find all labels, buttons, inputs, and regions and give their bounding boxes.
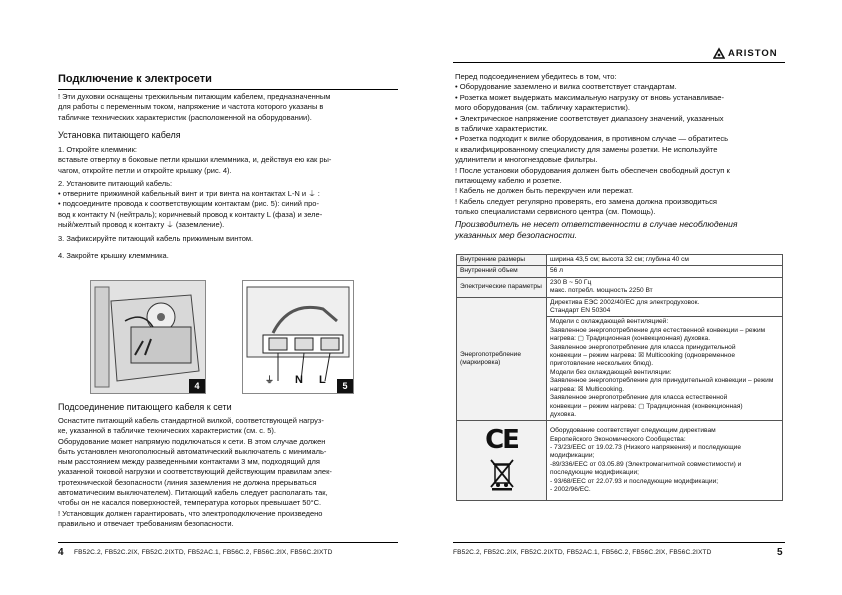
value-line: модификации;: [550, 452, 595, 460]
figure-5-wiring: [242, 280, 354, 394]
row-label: Внутренний объем: [457, 266, 547, 277]
check-line: мого оборудования (см. табличку характеристик).: [455, 103, 631, 113]
row-value: ширина 43,5 см; высота 32 см; глубина 40 см: [547, 255, 783, 266]
step-line: вставьте отвертку в боковые петли крышки клеммника, и, действуя ею как ры-: [58, 155, 332, 165]
figure-number: 4: [189, 379, 205, 393]
table-row: [457, 266, 783, 277]
row-value: [547, 421, 783, 501]
value-line: Директива ЕЭС 2002/40/ЕС для электродуховок.: [550, 298, 700, 306]
safety-checks: [455, 72, 785, 241]
row-value: [547, 317, 783, 421]
value-line: Заявленное энергопотребление для класса естественной: [550, 394, 728, 402]
intro-text: [58, 92, 398, 123]
check-line: • Электрическое напряжение соответствует диапазону значений, указанных: [455, 113, 724, 123]
row-value: [547, 277, 783, 297]
step-line: 4. Закройте крышку клеммника.: [58, 250, 169, 260]
text-line: указанной токовой нагрузки и соответствующий действующим правилам элек-: [58, 467, 332, 477]
section-heading-cable: Установка питающего кабеля: [58, 130, 181, 140]
value-line: 230 В ~ 50 Гц: [550, 278, 592, 286]
value-line: приготовление нескольких блюд).: [550, 360, 654, 368]
check-line: • Оборудование заземлено и вилка соответствует стандартам.: [455, 82, 677, 92]
text-line: ! Установщик должен гарантировать, что электроподключение произведено: [58, 508, 323, 518]
terminal-box-illustration: [91, 281, 205, 393]
neutral-terminal-label: N: [295, 374, 303, 386]
row-label: Электрические параметры: [457, 277, 547, 297]
brand-name: ARISTON: [728, 47, 778, 59]
liability-line: Производитель не несет ответственности в случае несоблюдения: [455, 218, 738, 229]
value-line: нагрева: ▢ Традиционная (конвекционная) духовка.: [550, 335, 711, 343]
footer-divider: [58, 542, 398, 543]
value-line: духовка.: [550, 410, 577, 418]
text-line: быть установлен многополюсный автоматический выключатель с минималь-: [58, 446, 327, 456]
figure-4-terminal-box: [90, 280, 206, 394]
step-line: • отверните прижимной кабельный винт и три винта на контактах L-N и ⏚ :: [58, 189, 320, 199]
step-line: чагом, откройте петли и откройте крышку (рис. 4).: [58, 165, 232, 175]
check-line: питающему кабелю и розетке.: [455, 176, 562, 186]
value-line: конвекции – режим нагрева: ▢ Традиционная (конвекционная): [550, 402, 743, 410]
row-label: Энергопотребление (маркировка): [457, 297, 547, 421]
value-line: нагрева: ☒ Multicooking.: [550, 385, 625, 393]
table-row: [457, 255, 783, 266]
install-steps: [58, 145, 398, 261]
technical-spec-table: [456, 254, 783, 501]
check-line: • Розетка подходит к вилке оборудования, в противном случае — обратитесь: [455, 134, 729, 144]
row-label: Внутренние размеры: [457, 255, 547, 266]
text-line: автоматическим выключателем). Питающий кабель следует располагать так,: [58, 488, 328, 498]
check-line: ! Кабель следует регулярно проверять, его замена должна производиться: [455, 196, 718, 206]
value-line: Заявленное энергопотребление для естественной конвекции – режим: [550, 326, 766, 334]
check-line: в табличке характеристик.: [455, 124, 548, 134]
footer-divider: [453, 542, 785, 543]
value-line: макс. потребл. мощность 2250 Вт: [550, 287, 653, 295]
title-divider: [58, 89, 398, 90]
text-line: тротехнической безопасности (линия заземления не должна прерываться: [58, 477, 317, 487]
value-line: -89/336/ЕЕС от 03.05.89 (Электромагнитной совместимости) и: [550, 460, 742, 468]
value-line: Заявленное энергопотребление для класса принудительной: [550, 343, 736, 351]
model-list: FB52C.2, FB52C.2IX, FB52C.2IXTD, FB52AC.1, FB56C.2, FB56C.2IX, FB56C.2IXTD: [74, 549, 333, 556]
value-line: - 73/23/ЕЕС от 19.02.73 (Низкого напряжения) и последующие: [550, 444, 741, 451]
figure-number: 5: [337, 379, 353, 393]
model-list: FB52C.2, FB52C.2IX, FB52C.2IXTD, FB52AC.1, FB56C.2, FB56C.2IX, FB56C.2IXTD: [453, 549, 712, 556]
check-line: ! После установки оборудования должен быть обеспечен свободный доступ к: [455, 165, 730, 175]
value-line: конвекции – режим нагрева: ☒ Multicooking (одновременное: [550, 352, 736, 360]
section-heading-network: Подсоединение питающего кабеля к сети: [58, 402, 232, 412]
certification-marks: [457, 421, 547, 501]
page-number: 4: [58, 547, 64, 558]
ariston-house-icon: [713, 47, 725, 59]
value-line: - 93/68/ЕЕС от 22.07.93 и последующие модификации;: [550, 477, 719, 485]
liability-line: указанных мер безопасности.: [455, 229, 578, 240]
text-line: ным расстоянием между разведенными контактами 3 мм, подходящий для: [58, 457, 320, 467]
value-line: Заявленное энергопотребление для принудительной конвекции – режим: [550, 377, 774, 385]
value-line: Стандарт EN 50304: [550, 307, 611, 315]
table-row: [457, 297, 783, 317]
table-row: [457, 421, 783, 501]
network-text: [58, 416, 398, 529]
check-line: ! Кабель не должен быть перекручен или пережат.: [455, 186, 634, 196]
brand-logo: [713, 47, 778, 59]
intro-line: для работы с переменным током, напряжение и частота которого указаны в: [58, 102, 324, 112]
intro-line: ! Эти духовки оснащены трехжильным питающим кабелем, предназначенным: [58, 92, 331, 101]
text-line: Оснастите питающий кабель стандартной вилкой, соответствующей нагруз-: [58, 416, 324, 425]
check-line: только специалистами сервисного центра (см. Помощь).: [455, 207, 656, 217]
check-line: • Розетка может выдержать максимальную нагрузку от вновь устанавливае-: [455, 92, 724, 102]
text-line: Оборудование может напрямую подключаться к сети. В этом случае должен: [58, 436, 326, 446]
step-line: • подсоедините провода к соответствующим контактам (рис. 5): синий про-: [58, 199, 319, 209]
value-line: - 2002/96/ЕС.: [550, 486, 591, 494]
row-value: [547, 297, 783, 317]
step-line: 3. Зафиксируйте питающий кабель прижимным винтом.: [58, 234, 254, 244]
text-line: ке, указанной в табличке технических характеристик (см. с. 5).: [58, 426, 276, 436]
value-line: Европейского Экономического Сообщества:: [550, 435, 686, 443]
check-line: к квалифицированному специалисту для замены розетки. Не используйте: [455, 144, 718, 154]
check-line: удлинители и многогнездовые фильтры.: [455, 155, 598, 165]
step-line: вод к контакту N (нейтраль); коричневый провод к контакту L (фаза) и зеле-: [58, 209, 323, 219]
step-line: 2. Установите питающий кабель:: [58, 178, 173, 188]
table-row: [457, 277, 783, 297]
phase-terminal-label: L: [319, 374, 326, 386]
value-line: Модели с охлаждающей вентиляцией:: [550, 318, 669, 326]
earth-terminal-label: ⏚: [265, 375, 275, 385]
page-title: Подключение к электросети: [58, 73, 212, 85]
step-line: 1. Откройте клеммник:: [58, 145, 137, 154]
step-line: ный/желтый провод к контакту ⏚ (заземление).: [58, 220, 225, 230]
value-line: Модели без охлаждающей вентиляции:: [550, 368, 672, 376]
ce-mark: CE: [485, 425, 518, 456]
text-line: правильно и отвечает требованиям безопасности.: [58, 518, 234, 528]
text-line: чтобы он не касался поверхностей, температура которых превышает 50°С.: [58, 498, 322, 508]
header-divider: [453, 62, 785, 63]
weee-bin-icon: [488, 457, 516, 491]
intro-line: табличке технических характеристик (расположенной на оборудовании).: [58, 112, 312, 122]
page-number: 5: [777, 547, 783, 558]
value-line: последующие модификации;: [550, 469, 639, 477]
value-line: Оборудование соответствует следующим директивам: [550, 427, 716, 435]
check-line: Перед подсоединением убедитесь в том, что:: [455, 72, 617, 81]
row-value: 56 л: [547, 266, 783, 277]
